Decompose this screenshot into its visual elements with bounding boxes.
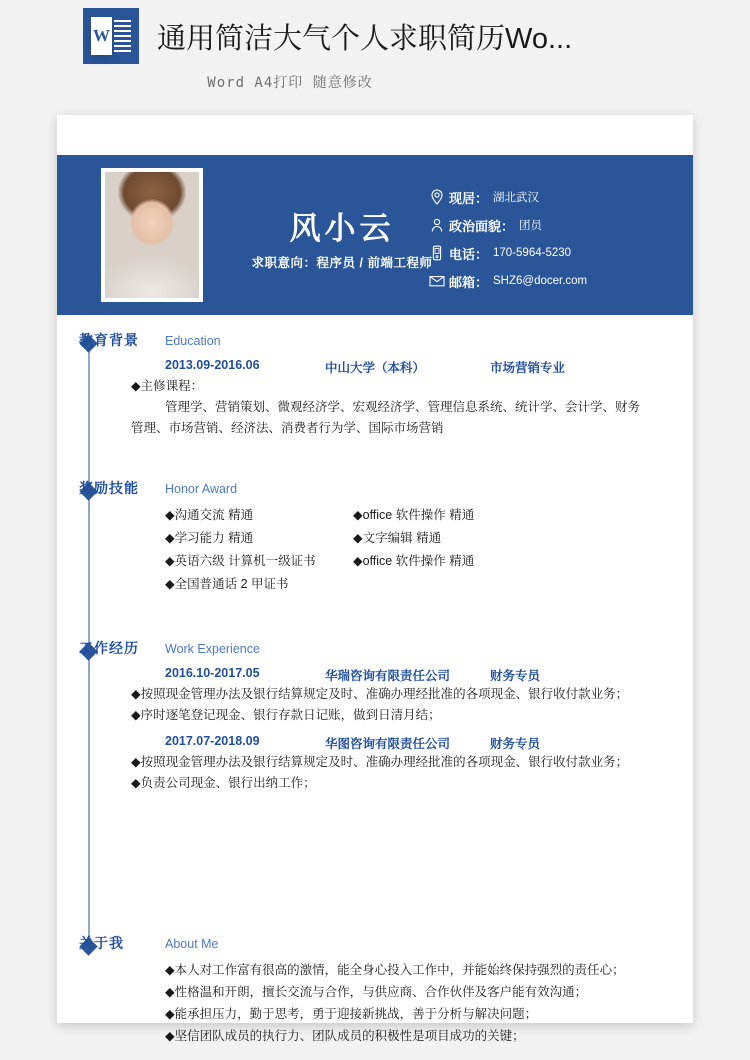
section-title-cn: 奖励技能 [79, 480, 139, 496]
section-honor [57, 478, 693, 596]
about-bullet: ◆本人对工作富有很高的激情，能全身心投入工作中，并能始终保持强烈的责任心； [165, 963, 625, 977]
education-date: 2013.09-2016.06 [165, 358, 260, 372]
section-title-cn: 工作经历 [79, 640, 139, 656]
section-header-education [57, 330, 693, 350]
section-about [57, 933, 693, 1047]
person-icon [425, 216, 449, 234]
location-pin-icon [425, 188, 449, 206]
work-role: 财务专员 [490, 669, 541, 683]
section-education [57, 330, 693, 439]
word-document-icon [83, 8, 139, 64]
contact-value: 湖北武汉 [493, 192, 540, 204]
skill-item: ◆office 软件操作 精通 [353, 508, 475, 522]
education-courses: 管理学、营销策划、微观经济学、宏观经济学、管理信息系统、统计学、会计学、财务管理、市场营销、经济法、消费者行为学、国际市场营销 [131, 400, 641, 435]
skill-item: ◆office 软件操作 精通 [353, 554, 475, 568]
contact-list [425, 183, 587, 295]
resume-page [57, 115, 693, 1043]
resume-header-band [57, 155, 693, 315]
word-icon-lines [114, 20, 131, 52]
contact-label: 政治面貌： [449, 218, 515, 234]
envelope-icon [425, 272, 449, 290]
skill-item: ◆英语六级 计算机一级证书 [165, 554, 316, 568]
work-bullet: ◆负责公司现金、银行出纳工作； [131, 776, 316, 790]
contact-label: 现居： [449, 190, 489, 206]
education-bullet: ◆主修课程： [131, 379, 204, 393]
skill-item: ◆全国普通话 2 甲证书 [165, 577, 289, 591]
avatar [105, 172, 199, 298]
about-bullet: ◆性格温和开朗，擅长交流与合作，与供应商、合作伙伴及客户能有效沟通； [165, 985, 588, 999]
contact-item-email [425, 267, 587, 295]
section-work [57, 638, 693, 794]
work-bullet: ◆按照现金管理办法及银行结算规定及时、准确办理经批准的各项现金、银行收付款业务； [131, 755, 629, 769]
contact-item-phone [425, 239, 587, 267]
work-bullet: ◆序时逐笔登记现金、银行存款日记账，做到日清月结； [131, 708, 441, 722]
mobile-phone-icon [425, 244, 449, 262]
education-entry-row [165, 358, 693, 376]
skill-item: ◆学习能力 精通 [165, 531, 254, 545]
banner-subtitle: Word A4打印 随意修改 [207, 75, 373, 91]
work-bullet: ◆按照现金管理办法及银行结算规定及时、准确办理经批准的各项现金、银行收付款业务； [131, 687, 629, 701]
candidate-name: 风小云 [289, 211, 395, 246]
section-header-about [57, 933, 693, 953]
work-entry-row [165, 734, 693, 752]
contact-item-residence [425, 183, 587, 211]
contact-value: 170-5964-5230 [493, 247, 572, 259]
page-title: 通用简洁大气个人求职简历Wo... [157, 22, 573, 55]
section-title-en: Honor Award [165, 482, 238, 496]
skill-grid [165, 504, 693, 596]
education-school: 中山大学（本科） [325, 361, 426, 375]
skill-item: ◆沟通交流 精通 [165, 508, 254, 522]
section-title-cn: 教育背景 [79, 332, 139, 348]
job-objective: 求职意向：程序员 / 前端工程师 [251, 256, 433, 270]
section-title-cn: 关于我 [79, 935, 124, 951]
contact-label: 电话： [449, 246, 489, 262]
about-bullet: ◆坚信团队成员的执行力、团队成员的积极性是项目成功的关键； [165, 1029, 525, 1043]
section-header-honor [57, 478, 693, 498]
contact-label: 邮箱： [449, 274, 489, 290]
contact-item-political-status [425, 211, 587, 239]
work-company: 华图咨询有限责任公司 [325, 737, 451, 751]
about-bullet: ◆能承担压力，勤于思考，勇于迎接新挑战，善于分析与解决问题； [165, 1007, 538, 1021]
banner-title-row [57, 0, 693, 72]
contact-value: SHZ6@docer.com [493, 275, 588, 287]
section-title-en: Education [165, 334, 221, 348]
work-company: 华瑞咨询有限责任公司 [325, 669, 451, 683]
work-date: 2016.10-2017.05 [165, 666, 260, 680]
photo-frame [101, 168, 203, 302]
section-title-en: About Me [165, 937, 219, 951]
education-major: 市场营销专业 [490, 361, 566, 375]
word-icon-letter: W [91, 17, 112, 55]
section-header-work [57, 638, 693, 658]
work-entry-row [165, 666, 693, 684]
preview-banner [57, 0, 693, 105]
contact-value: 团员 [519, 220, 543, 232]
work-role: 财务专员 [490, 737, 541, 751]
work-date: 2017.07-2018.09 [165, 734, 260, 748]
section-title-en: Work Experience [165, 642, 260, 656]
skill-item: ◆文字编辑 精通 [353, 531, 442, 545]
